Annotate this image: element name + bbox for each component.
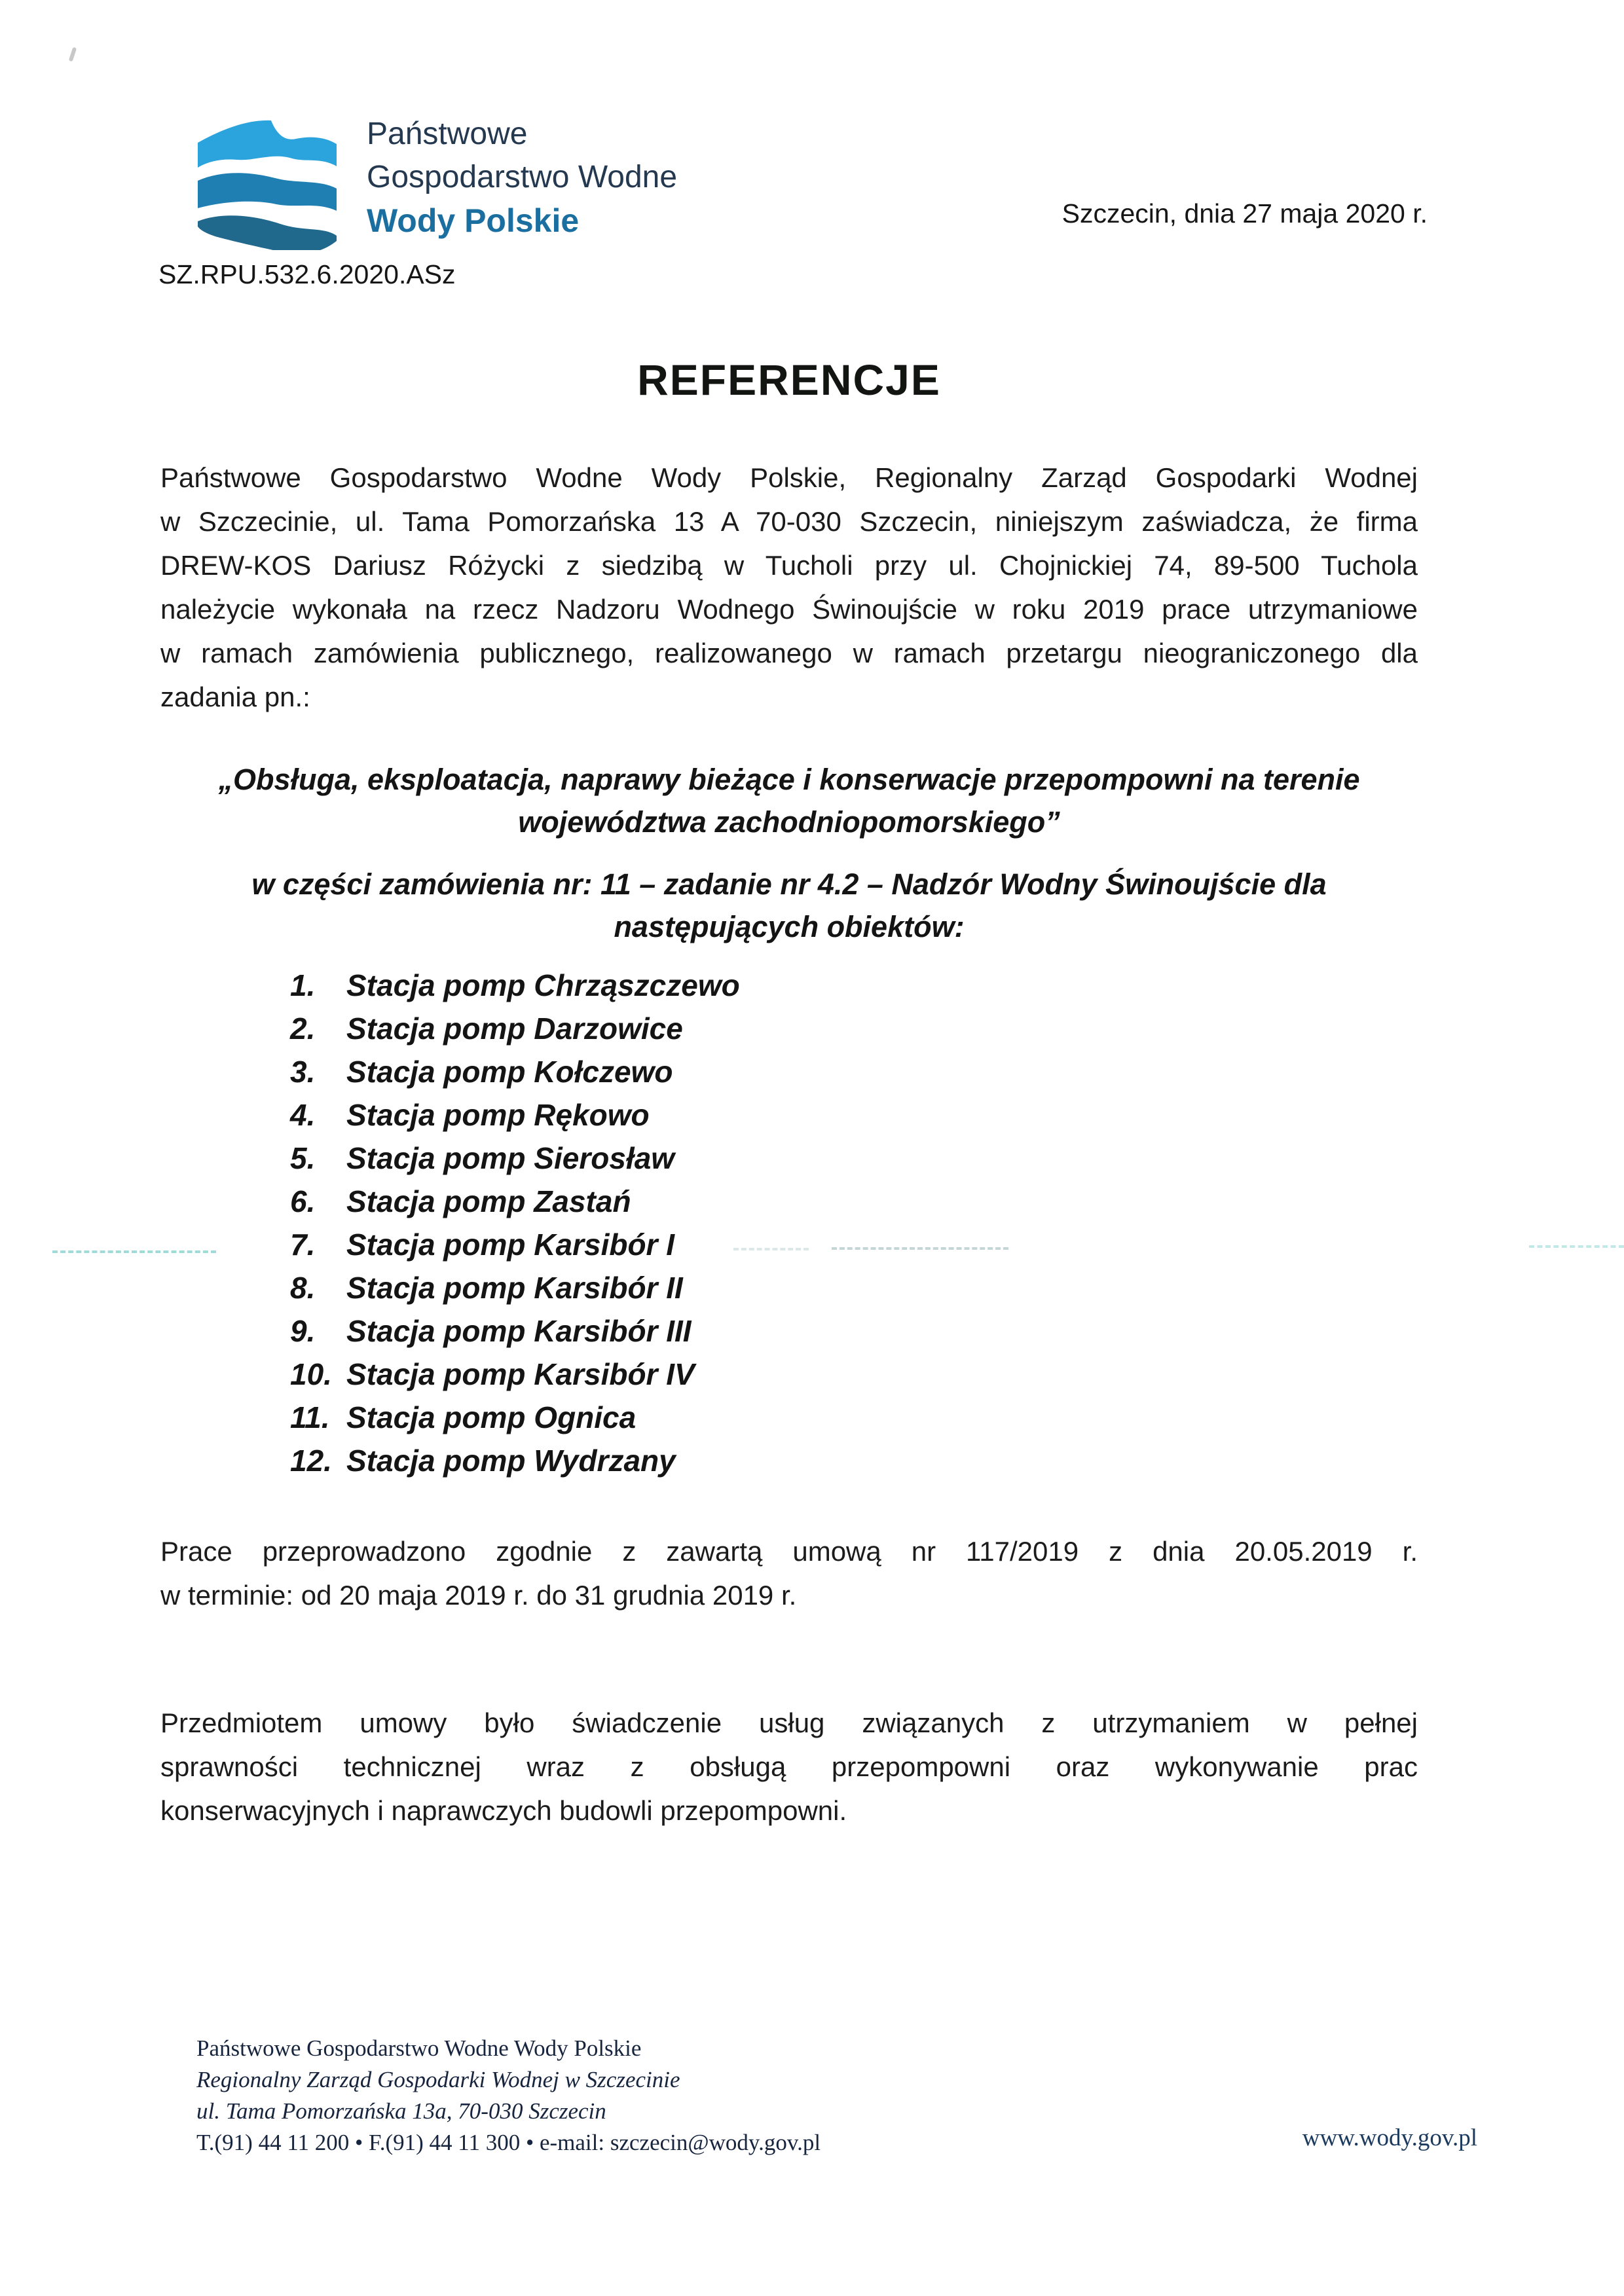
station-name: Stacja pomp Ognica — [346, 1400, 637, 1434]
station-number: 3. — [290, 1055, 316, 1089]
paragraph-line: zadania pn.: — [160, 682, 310, 712]
station-number: 5. — [290, 1141, 316, 1175]
station-number: 9. — [290, 1314, 316, 1348]
logo-wave-bottom — [198, 215, 337, 250]
station-number: 10. — [290, 1357, 332, 1391]
footer-contact: T.(91) 44 11 200 • F.(91) 44 11 300 • e-mail: szczecin@wody.gov.pl — [196, 2130, 821, 2155]
station-list — [290, 968, 1207, 1486]
contract-paragraph — [160, 1529, 1418, 1617]
station-list-item — [290, 968, 1207, 1011]
date-line: Szczecin, dnia 27 maja 2020 r. — [1061, 198, 1428, 228]
station-name: Stacja pomp Karsibór IV — [346, 1357, 695, 1391]
paragraph-line: DREW-KOS Dariusz Różycki z siedzibą w Tucholi przy ul. Chojnickiej 74, 89-500 Tuchola — [160, 550, 1418, 581]
logo-line-gospodarstwo: Gospodarstwo Wodne — [367, 160, 678, 194]
footer-block — [196, 2033, 821, 2159]
station-number: 11. — [290, 1400, 330, 1434]
station-list-item — [290, 1443, 1207, 1486]
logo-wordmark — [367, 113, 677, 242]
paragraph-line: konserwacyjnych i naprawczych budowli przepompowni. — [160, 1795, 847, 1826]
quote-line: „Obsługa, eksploatacja, naprawy bieżące i konserwacje przepompowni na terenie — [218, 763, 1360, 796]
station-number: 6. — [290, 1184, 316, 1218]
paragraph-line: Prace przeprowadzono zgodnie z zawartą umową nr 117/2019 z dnia 20.05.2019 r. — [160, 1536, 1418, 1567]
station-list-item — [290, 1097, 1207, 1140]
logo-wave-top — [198, 120, 337, 168]
paragraph-line: sprawności technicznej wraz z obsługą przepompowni oraz wykonywanie prac — [160, 1751, 1418, 1782]
station-list-item — [290, 1011, 1207, 1054]
station-list-item — [290, 1184, 1207, 1227]
footer-website: www.wody.gov.pl — [1302, 2124, 1477, 2151]
document-title: REFERENCJE — [637, 355, 941, 404]
scan-speck — [69, 47, 77, 62]
scan-line-artifact — [1529, 1245, 1624, 1248]
station-list-item — [290, 1313, 1207, 1357]
quote-line: województwa zachodniopomorskiego” — [518, 805, 1060, 839]
station-number: 12. — [290, 1444, 332, 1478]
station-name: Stacja pomp Wydrzany — [346, 1444, 676, 1478]
scan-line-artifact — [52, 1250, 216, 1253]
task-title-quote — [160, 758, 1418, 843]
station-name: Stacja pomp Sierosław — [346, 1141, 675, 1175]
subject-paragraph — [160, 1701, 1418, 1832]
intro-paragraph — [160, 456, 1418, 719]
station-number: 1. — [290, 968, 316, 1002]
station-list-item — [290, 1227, 1207, 1270]
station-number: 4. — [290, 1098, 316, 1132]
station-list-item — [290, 1054, 1207, 1097]
order-part-subtitle — [160, 863, 1418, 948]
station-list-item — [290, 1270, 1207, 1313]
paragraph-line: Przedmiotem umowy było świadczenie usług związanych z utrzymaniem w pełnej — [160, 1707, 1418, 1738]
station-number: 8. — [290, 1271, 316, 1305]
station-name: Stacja pomp Zastań — [346, 1184, 631, 1218]
paragraph-line: w Szczecinie, ul. Tama Pomorzańska 13 A 70-030 Szczecin, niniejszym zaświadcza, że firma — [160, 506, 1418, 537]
subtitle-line: następujących obiektów: — [614, 910, 965, 943]
station-list-item — [290, 1400, 1207, 1443]
footer-address: ul. Tama Pomorzańska 13a, 70-030 Szczecin — [196, 2098, 606, 2124]
station-number: 2. — [290, 1011, 316, 1046]
station-name: Stacja pomp Karsibór III — [346, 1314, 692, 1348]
footer-organization: Państwowe Gospodarstwo Wodne Wody Polskie — [196, 2035, 642, 2061]
logo-wave-middle — [198, 173, 337, 211]
paragraph-line: w terminie: od 20 maja 2019 r. do 31 grudnia 2019 r. — [160, 1580, 797, 1611]
logo-line-wody-polskie: Wody Polskie — [367, 202, 580, 239]
paragraph-line: Państwowe Gospodarstwo Wodne Wody Polskie, Regionalny Zarząd Gospodarki Wodnej — [160, 462, 1418, 493]
paragraph-line: należycie wykonała na rzecz Nadzoru Wodnego Świnoujście w roku 2019 prace utrzymaniowe — [160, 594, 1418, 625]
station-list-item — [290, 1140, 1207, 1184]
station-number: 7. — [290, 1228, 316, 1262]
logo-line-panstwowe: Państwowe — [367, 117, 528, 151]
station-name: Stacja pomp Chrząszczewo — [346, 968, 740, 1002]
footer-unit: Regionalny Zarząd Gospodarki Wodnej w Szczecinie — [196, 2067, 680, 2092]
station-name: Stacja pomp Darzowice — [346, 1011, 683, 1046]
station-name: Stacja pomp Kołczewo — [346, 1055, 673, 1089]
station-list-item — [290, 1357, 1207, 1400]
paragraph-line: w ramach zamówienia publicznego, realizowanego w ramach przetargu nieograniczonego dla — [160, 638, 1418, 668]
reference-number: SZ.RPU.532.6.2020.ASz — [158, 259, 456, 289]
station-name: Stacja pomp Rękowo — [346, 1098, 650, 1132]
wody-polskie-logo-icon — [195, 111, 339, 250]
station-name: Stacja pomp Karsibór I — [346, 1228, 675, 1262]
station-name: Stacja pomp Karsibór II — [346, 1271, 683, 1305]
subtitle-line: w części zamówienia nr: 11 – zadanie nr 4.2 – Nadzór Wodny Świnoujście dla — [251, 867, 1327, 901]
